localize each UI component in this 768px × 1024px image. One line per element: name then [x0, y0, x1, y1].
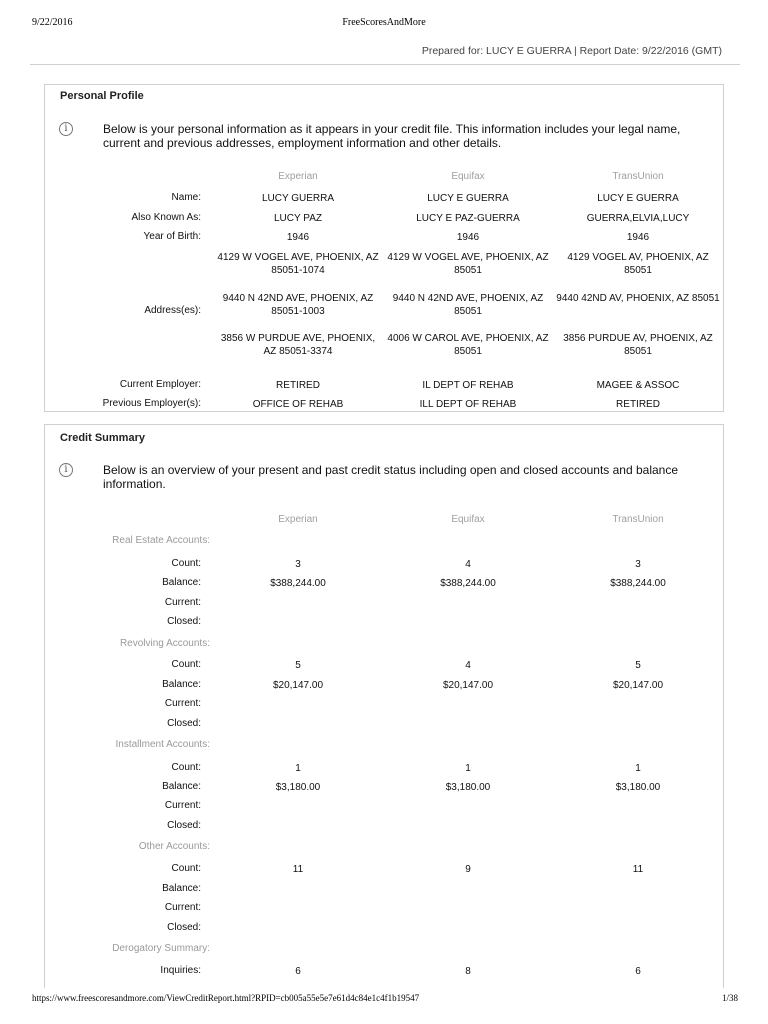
prepared-for-line: Prepared for: LUCY E GUERRA | Report Date: 9/22/2016 (GMT) [421, 45, 722, 57]
balance-label: Balance: [162, 679, 201, 690]
current-employer-equifax: IL DEPT OF REHAB [422, 380, 514, 391]
other-heading: Other Accounts: [138, 841, 210, 852]
page-number: 1/38 [721, 993, 738, 1003]
inquiries-transunion: 6 [635, 966, 641, 977]
address1-transunion: 4129 VOGEL AV, PHOENIX, AZ 85051 [567, 252, 709, 276]
installment-balance-equifax: $3,180.00 [445, 782, 491, 793]
real-estate-balance-transunion: $388,244.00 [610, 578, 666, 589]
revolving-heading: Revolving Accounts: [119, 638, 210, 649]
count-label: Count: [171, 863, 201, 874]
personal-profile-title: Personal Profile [60, 90, 144, 102]
name-equifax: LUCY E GUERRA [427, 193, 509, 204]
address2-transunion: 9440 42ND AV, PHOENIX, AZ 85051 [556, 293, 720, 304]
closed-label: Closed: [167, 820, 201, 831]
revolving-count-experian: 5 [295, 660, 301, 671]
aka-transunion: GUERRA,ELVIA,LUCY [586, 213, 690, 224]
real-estate-count-equifax: 4 [465, 559, 471, 570]
bureau-experian: Experian [278, 171, 318, 182]
info-icon: i [59, 122, 73, 136]
print-footer [0, 993, 768, 1007]
previous-employer-label: Previous Employer(s): [102, 398, 201, 409]
installment-count-equifax: 1 [465, 763, 471, 774]
header-divider [30, 64, 740, 65]
yob-label: Year of Birth: [143, 231, 201, 242]
balance-label: Balance: [162, 577, 201, 588]
revolving-balance-equifax: $20,147.00 [442, 680, 494, 691]
yob-experian: 1946 [286, 232, 310, 243]
address3-transunion: 3856 PURDUE AV, PHOENIX, AZ 85051 [563, 333, 713, 357]
installment-count-transunion: 1 [635, 763, 641, 774]
installment-count-experian: 1 [295, 763, 301, 774]
print-site-name: FreeScoresAndMore [342, 17, 426, 28]
revolving-balance-experian: $20,147.00 [272, 680, 324, 691]
revolving-count-equifax: 4 [465, 660, 471, 671]
bureau-equifax: Equifax [451, 514, 485, 525]
previous-employer-experian: OFFICE OF REHAB [252, 399, 344, 410]
real-estate-balance-equifax: $388,244.00 [440, 578, 496, 589]
bureau-transunion: TransUnion [612, 171, 664, 182]
personal-profile-panel [44, 84, 724, 412]
inquiries-experian: 6 [295, 966, 301, 977]
closed-label: Closed: [167, 718, 201, 729]
name-label: Name: [171, 192, 201, 203]
closed-label: Closed: [167, 922, 201, 933]
aka-experian: LUCY PAZ [274, 213, 322, 224]
info-icon: i [59, 463, 73, 477]
name-transunion: LUCY E GUERRA [597, 193, 679, 204]
other-count-transunion: 11 [632, 864, 644, 875]
real-estate-heading: Real Estate Accounts: [112, 535, 210, 546]
real-estate-count-experian: 3 [295, 559, 301, 570]
yob-transunion: 1946 [626, 232, 650, 243]
print-header [0, 17, 768, 31]
bureau-experian: Experian [278, 514, 318, 525]
bureau-equifax: Equifax [451, 171, 485, 182]
balance-label: Balance: [162, 883, 201, 894]
credit-summary-title: Credit Summary [60, 432, 145, 444]
address3-equifax: 4006 W CAROL AVE, PHOENIX, AZ 85051 [387, 333, 549, 357]
address3-experian: 3856 W PURDUE AVE, PHOENIX, AZ 85051-3374 [220, 333, 376, 357]
current-employer-experian: RETIRED [276, 380, 320, 391]
previous-employer-equifax: ILL DEPT OF REHAB [419, 399, 517, 410]
other-count-equifax: 9 [465, 864, 471, 875]
name-experian: LUCY GUERRA [261, 193, 335, 204]
revolving-balance-transunion: $20,147.00 [612, 680, 664, 691]
aka-label: Also Known As: [131, 212, 201, 223]
current-label: Current: [164, 597, 201, 608]
current-label: Current: [164, 902, 201, 913]
aka-equifax: LUCY E PAZ-GUERRA [416, 213, 520, 224]
credit-summary-panel [44, 424, 724, 988]
balance-label: Balance: [162, 781, 201, 792]
count-label: Count: [171, 558, 201, 569]
yob-equifax: 1946 [456, 232, 480, 243]
previous-employer-transunion: RETIRED [616, 399, 660, 410]
real-estate-count-transunion: 3 [635, 559, 641, 570]
inquiries-equifax: 8 [465, 966, 471, 977]
installment-balance-experian: $3,180.00 [275, 782, 321, 793]
real-estate-balance-experian: $388,244.00 [270, 578, 326, 589]
count-label: Count: [171, 659, 201, 670]
derogatory-heading: Derogatory Summary: [112, 943, 210, 954]
inquiries-label: Inquiries: [160, 965, 201, 976]
address1-equifax: 4129 W VOGEL AVE, PHOENIX, AZ 85051 [387, 252, 549, 276]
installment-balance-transunion: $3,180.00 [615, 782, 661, 793]
personal-profile-intro: Below is your personal information as it appears in your credit file. This information includes your legal name, current and previous addresses, employment information and other details. [103, 122, 681, 150]
address1-experian: 4129 W VOGEL AVE, PHOENIX, AZ 85051-1074 [217, 252, 379, 276]
other-count-experian: 11 [292, 864, 304, 875]
bureau-transunion: TransUnion [612, 514, 664, 525]
count-label: Count: [171, 762, 201, 773]
print-date: 9/22/2016 [32, 17, 73, 28]
address2-experian: 9440 N 42ND AVE, PHOENIX, AZ 85051-1003 [222, 293, 374, 317]
installment-heading: Installment Accounts: [115, 739, 210, 750]
credit-summary-intro: Below is an overview of your present and past credit status including open and closed accounts and balance information. [103, 463, 679, 491]
current-label: Current: [164, 698, 201, 709]
address2-equifax: 9440 N 42ND AVE, PHOENIX, AZ 85051 [392, 293, 544, 317]
current-employer-transunion: MAGEE & ASSOC [596, 380, 680, 391]
print-url: https://www.freescoresandmore.com/ViewCreditReport.html?RPID=cb005a55e5e7e61d4c84e1c4f1b19547 [32, 993, 420, 1003]
addresses-label: Address(es): [144, 305, 201, 316]
closed-label: Closed: [167, 616, 201, 627]
current-label: Current: [164, 800, 201, 811]
current-employer-label: Current Employer: [119, 379, 201, 390]
revolving-count-transunion: 5 [635, 660, 641, 671]
